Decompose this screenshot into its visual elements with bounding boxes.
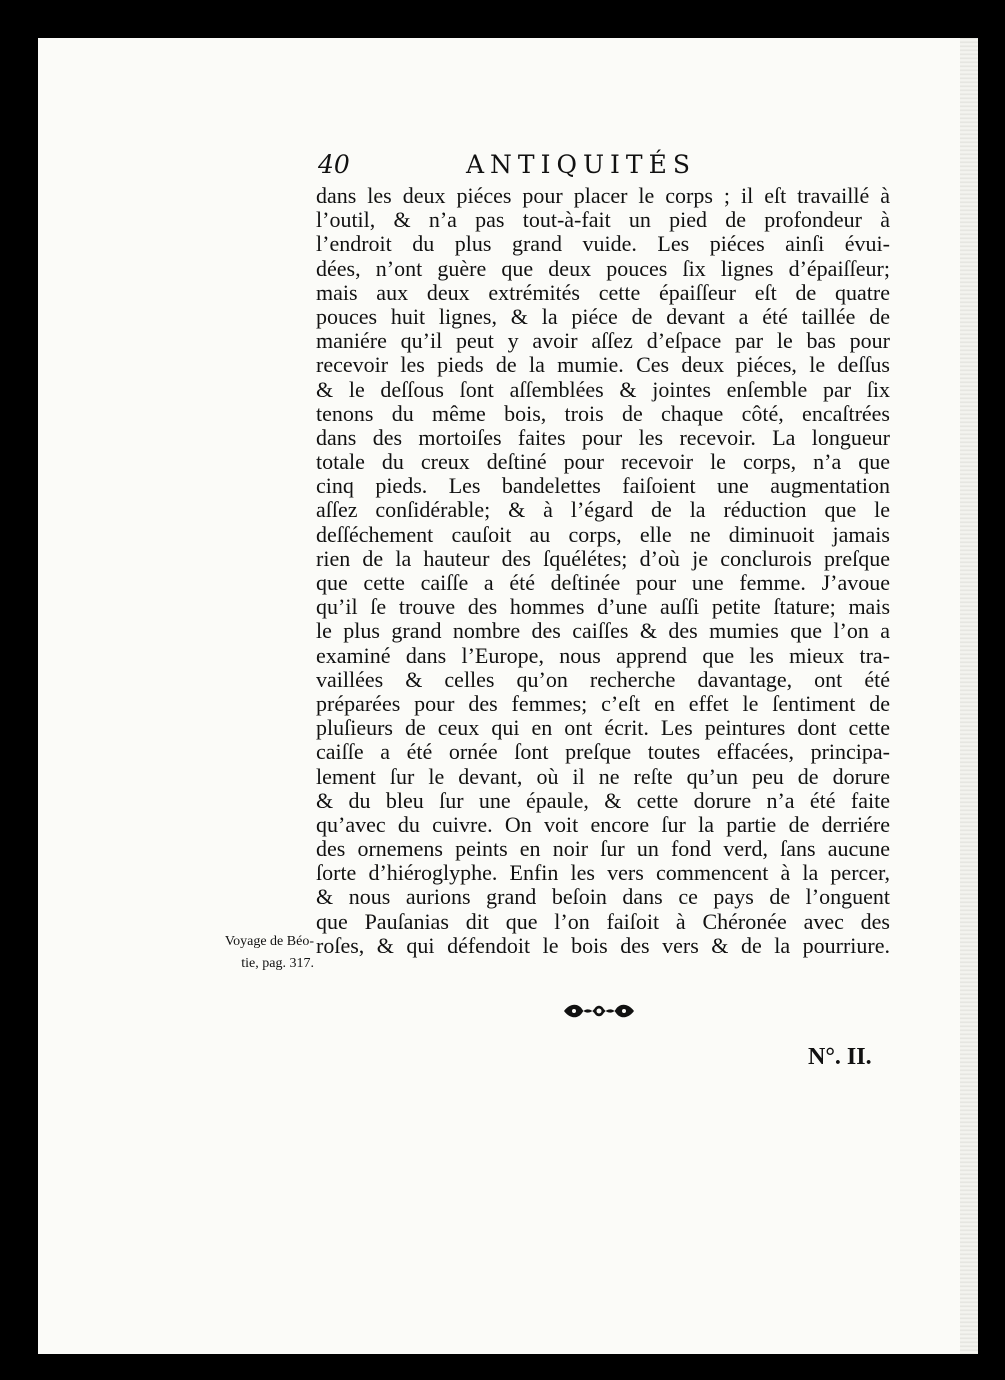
text-line: deſſéchement cauſoit au corps, elle ne diminuoit jamais xyxy=(316,521,890,547)
text-line: ſorte d’hiéroglyphe. Enfin les vers commencent à la percer, xyxy=(316,860,890,886)
marginal-note-line: Voyage de Béo- xyxy=(224,934,314,949)
page-edge-texture xyxy=(960,38,978,1354)
text-line: des ornemens peints en noir ſur un fond verd, ſans aucune xyxy=(316,836,890,862)
text-line: dans des mortoiſes faites pour les recevoir. La longueur xyxy=(316,424,890,450)
text-line: examiné dans l’Europe, nous apprend que les mieux tra- xyxy=(316,642,890,668)
text-line: vaillées & celles qu’on recherche davantage, ont été xyxy=(316,666,890,692)
text-line: & le deſſous ſont aſſemblées & jointes enſemble par ſix xyxy=(316,376,890,402)
running-title: ANTIQUITÉS xyxy=(466,150,696,179)
text-line: maniére qu’il peut y avoir aſſez d’eſpace par le bas pour xyxy=(316,328,890,354)
text-line: dées, n’ont guère que deux pouces ſix lignes d’épaiſſeur; xyxy=(316,255,890,281)
text-line: & nous aurions grand beſoin dans ce pays de l’onguent xyxy=(316,884,890,910)
catchword: N°. II. xyxy=(808,1044,872,1070)
text-line: aſſez conſidérable; & à l’égard de la réduction que le xyxy=(316,497,890,523)
text-line: que cette caiſſe a été deſtinée pour une femme. J’avoue xyxy=(316,570,890,595)
text-line: dans les deux piéces pour placer le corps ; il eſt travaillé à xyxy=(316,183,890,208)
text-line: mais aux deux extrémités cette épaiſſeur eſt de quatre xyxy=(316,279,890,305)
marginal-note xyxy=(186,931,314,975)
text-line: totale du creux deſtiné pour recevoir le corps, n’a que xyxy=(316,449,890,475)
text-line: l’outil, & n’a pas tout-à-fait un pied de profondeur à xyxy=(316,207,890,233)
marginal-note-line: tie, pag. 317. xyxy=(241,956,314,971)
main-text-body xyxy=(316,184,890,958)
text-line: que Pauſanias dit que l’on faiſoit à Chéronée avec des xyxy=(316,908,890,934)
fleuron-ornament-icon xyxy=(560,1000,638,1022)
text-line: rien de la hauteur des ſquélétes; d’où je conclurois preſque xyxy=(316,545,890,571)
text-line: cinq pieds. Les bandelettes faiſoient une augmentation xyxy=(316,473,890,499)
text-line: qu’il ſe trouve des hommes d’une auſſi petite ſtature; mais xyxy=(316,594,890,620)
text-line: tenons du même bois, trois de chaque côté, encaſtrées xyxy=(316,400,890,426)
text-line: qu’avec du cuivre. On voit encore ſur la partie de derriére xyxy=(316,811,890,837)
text-line: lement ſur le devant, où il ne reſte qu’un peu de dorure xyxy=(316,763,890,789)
text-line: le plus grand nombre des caiſſes & des mumies que l’on a xyxy=(316,618,890,644)
text-line: pouces huit lignes, & la piéce de devant a été taillée de xyxy=(316,303,890,329)
text-line: préparées pour des femmes; c’eſt en effet le ſentiment de xyxy=(316,690,890,716)
page-number: 40 xyxy=(318,150,350,179)
text-line: recevoir les pieds de la mumie. Ces deux piéces, le deſſus xyxy=(316,352,890,378)
running-header xyxy=(318,150,758,184)
text-line: & du bleu ſur une épaule, & cette dorure n’a été faite xyxy=(316,787,890,813)
text-line: roſes, & qui défendoit le bois des vers & de la pourriure. xyxy=(316,932,890,958)
text-line: pluſieurs de ceux qui en ont écrit. Les peintures dont cette xyxy=(316,715,890,741)
text-line: l’endroit du plus grand vuide. Les piéces ainſi évui- xyxy=(316,231,890,257)
text-line: caiſſe a été ornée ſont preſque toutes effacées, principa- xyxy=(316,739,890,765)
